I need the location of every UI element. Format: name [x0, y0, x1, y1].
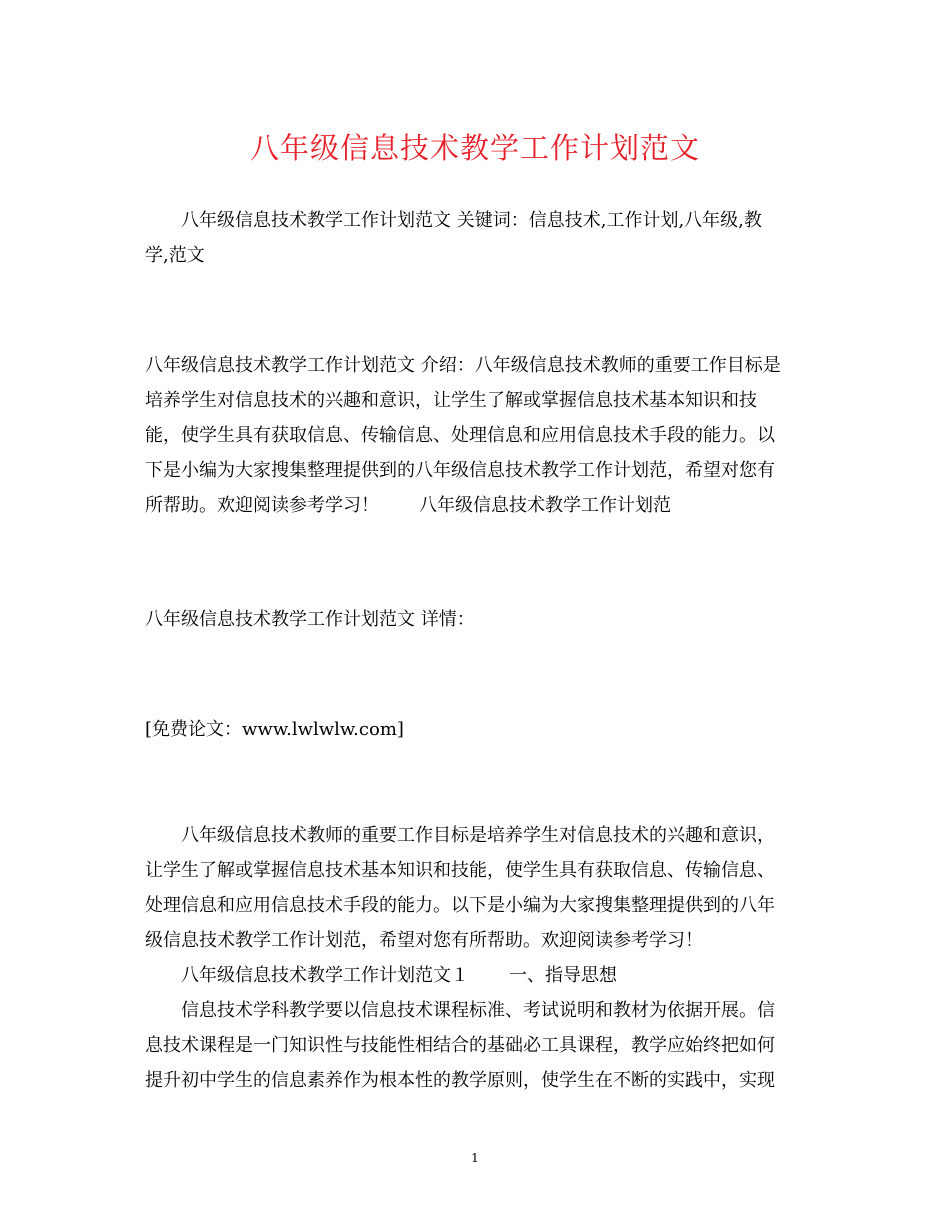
source-link[interactable]: [免费论文：www.lwlwlw.com] — [145, 719, 404, 740]
details-heading: 八年级信息技术教学工作计划范文 详情： — [145, 609, 475, 630]
intro-line-4: 下是小编为大家搜集整理提供到的八年级信息技术教学工作计划范，希望对您有 — [145, 460, 775, 481]
body-line-1: 八年级信息技术教师的重要工作目标是培养学生对信息技术的兴趣和意识， — [145, 825, 775, 846]
section-heading-a: 八年级信息技术教学工作计划范文１ — [145, 965, 469, 986]
body-line-3: 处理信息和应用信息技术手段的能力。以下是小编为大家搜集整理提供到的八年 — [145, 895, 775, 916]
body-line-4: 级信息技术教学工作计划范，希望对您有所帮助。欢迎阅读参考学习！ — [145, 930, 703, 951]
document-title: 八年级信息技术教学工作计划范文 — [249, 131, 700, 165]
body-line-2: 让学生了解或掌握信息技术基本知识和技能，使学生具有获取信息、传输信息、 — [145, 860, 775, 881]
body-paragraph — [145, 818, 805, 1098]
keywords-line-2: 学,范文 — [145, 245, 205, 266]
section-heading-b: 一、指导思想 — [509, 965, 617, 986]
intro-line-1: 八年级信息技术教学工作计划范文 介绍：八年级信息技术教师的重要工作目标是 — [145, 355, 781, 376]
page-number: 1 — [471, 1151, 479, 1165]
intro-paragraph — [145, 348, 805, 523]
body2-line-2: 息技术课程是一门知识性与技能性相结合的基础必工具课程，教学应始终把如何 — [145, 1035, 775, 1056]
body2-line-1: 信息技术学科教学要以信息技术课程标准、考试说明和教材为依据开展。信 — [145, 1000, 775, 1021]
body2-line-3: 提升初中学生的信息素养作为根本性的教学原则，使学生在不断的实践中，实现 — [145, 1070, 775, 1091]
intro-line-5a: 所帮助。欢迎阅读参考学习！ — [145, 495, 379, 516]
section-heading-line — [145, 958, 805, 993]
intro-line-5b: 八年级信息技术教学工作计划范 — [419, 495, 671, 516]
keywords-line-1: 八年级信息技术教学工作计划范文 关键词：信息技术,工作计划,八年级,教 — [145, 210, 762, 231]
intro-line-5 — [145, 488, 805, 523]
intro-line-2: 培养学生对信息技术的兴趣和意识，让学生了解或掌握信息技术基本知识和技 — [145, 390, 757, 411]
keywords-paragraph — [145, 203, 805, 273]
intro-line-3: 能，使学生具有获取信息、传输信息、处理信息和应用信息技术手段的能力。以 — [145, 425, 775, 446]
